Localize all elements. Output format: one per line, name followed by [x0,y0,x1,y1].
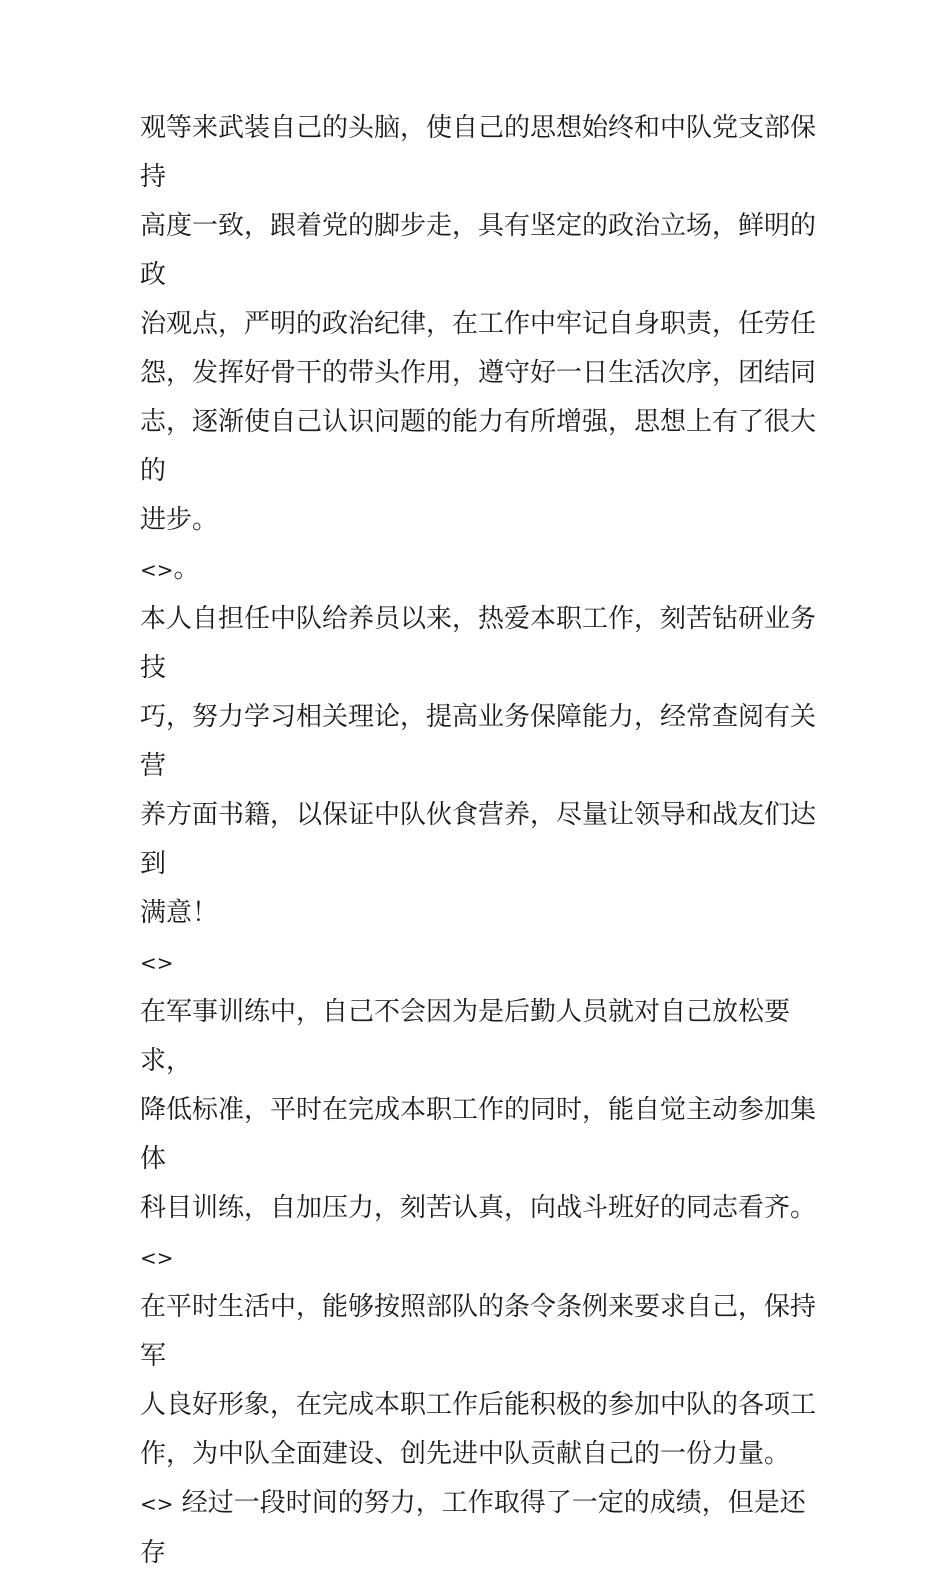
text-line: 养方面书籍，以保证中队伙食营养，尽量让领导和战友们达到 [140,800,817,879]
section-marker [140,545,830,595]
text-line: 怨，发挥好骨干的带头作用，遵守好一日生活次序，团结同 [140,358,817,388]
text-line: 在军事训练中，自己不会因为是后勤人员就对自己放松要求， [140,997,791,1076]
section-marker-symbol: <> [140,951,174,975]
section-marker-symbol: <> [140,1246,174,1270]
paragraph-daily-life [140,1283,830,1479]
paragraph-professional [140,595,830,938]
text-line: 巧，努力学习相关理论，提高业务保障能力，经常查阅有关营 [140,702,817,781]
section-marker-text: 经过一段时间的努力，工作取得了一定的成绩，但是还存 [140,1488,806,1568]
section-marker [140,1479,830,1578]
section-marker-text: 。 [173,554,200,584]
text-line: 治观点，严明的政治纪律，在工作中牢记自身职责，任劳任 [140,309,817,339]
text-line: 满意！ [140,898,219,928]
text-line: 在平时生活中，能够按照部队的条令条例来要求自己，保持军 [140,1292,817,1371]
paragraph-political [140,104,830,545]
section-marker-symbol: <> [140,558,174,582]
section-marker [140,938,830,988]
text-line: 志，逐渐使自己认识问题的能力有所增强，思想上有了很大的 [140,407,817,486]
text-line: 降低标准，平时在完成本职工作的同时，能自觉主动参加集体 [140,1095,817,1174]
text-line: 科目训练，自加压力，刻苦认真，向战斗班好的同志看齐。 [140,1193,817,1223]
text-line: 作，为中队全面建设、创先进中队贡献自己的一份力量。 [140,1439,791,1469]
text-line: 人良好形象，在完成本职工作后能积极的参加中队的各项工 [140,1390,817,1420]
text-line: 高度一致，跟着党的脚步走，具有坚定的政治立场，鲜明的政 [140,211,817,290]
section-marker [140,1233,830,1283]
text-line: 进步。 [140,505,219,535]
paragraph-training [140,988,830,1233]
document-body [140,104,830,1578]
section-marker-symbol: <> [140,1492,174,1516]
text-line: 观等来武装自己的头脑，使自己的思想始终和中队党支部保持 [140,113,817,192]
text-line: 本人自担任中队给养员以来，热爱本职工作，刻苦钻研业务技 [140,604,817,683]
